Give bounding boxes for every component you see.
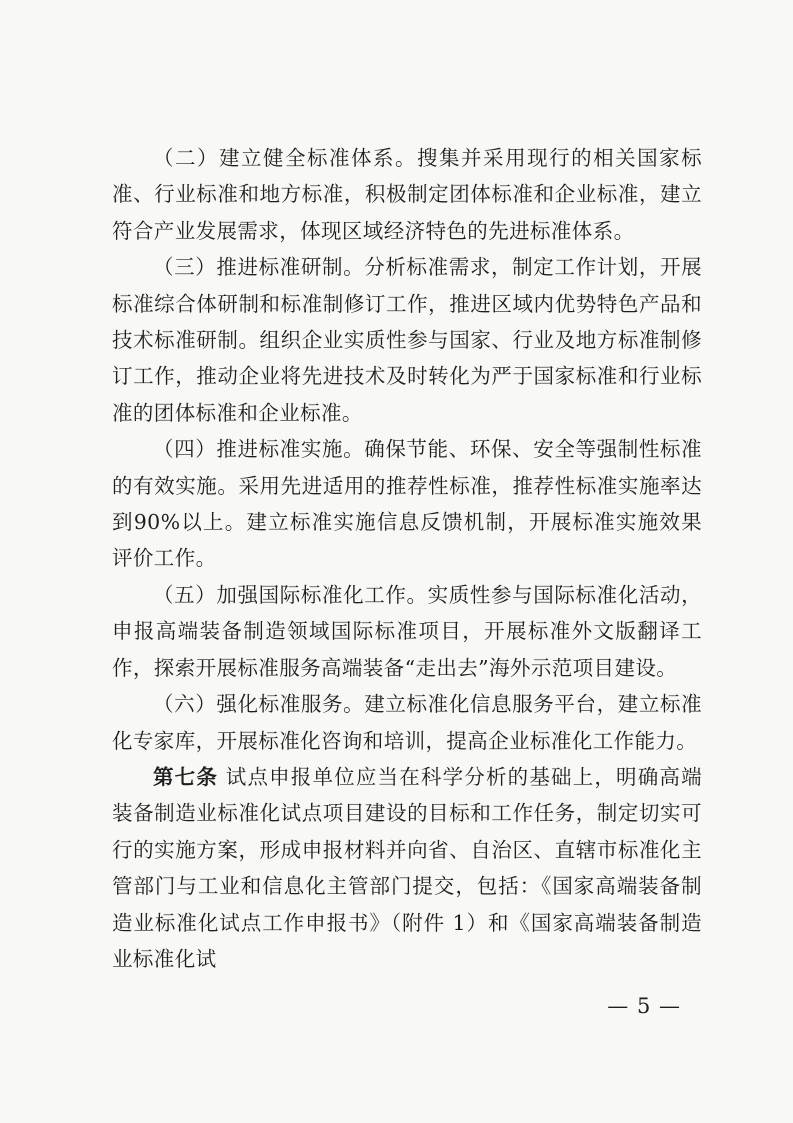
paragraph-international-standardization: （五）加强国际标准化工作。实质性参与国际标准化活动，申报高端装备制造领域国际标准项目，开展标准外文版翻译工作，探索开展标准服务高端装备“走出去”海外示范项目建设。: [112, 582, 702, 680]
article-seven-body: 试点申报单位应当在科学分析的基础上，明确高端装备制造业标准化试点项目建设的目标和工作任务，制定切实可行的实施方案，形成申报材料并向省、自治区、直辖市标准化主管部门与工业和信息化主管部门提交，包括：《国家高端装备制造业标准化试点工作申报书》（附件 1）和《国家高端装备制造业标准化试: [112, 764, 703, 971]
paragraph-standard-implementation: （四）推进标准实施。确保节能、环保、安全等强制性标准的有效实施。采用先进适用的推荐性标准，推荐性标准实施率达到90%以上。建立标准实施信息反馈机制，开展标准实施效果评价工作。: [112, 437, 702, 571]
document-body: [112, 140, 702, 977]
paragraph-standard-system: （二）建立健全标准体系。搜集并采用现行的相关国家标准、行业标准和地方标准，积极制定团体标准和企业标准，建立符合产业发展需求，体现区域经济特色的先进标准体系。: [112, 146, 702, 243]
page-number: — 5 —: [607, 994, 681, 1018]
paragraph-standard-development: （三）推进标准研制。分析标准需求，制定工作计划，开展标准综合体研制和标准制修订工作，推进区域内优势特色产品和技术标准研制。组织企业实质性参与国家、行业及地方标准制修订工作，推动企业将先进技术及时转化为严于国家标准和行业标准的团体标准和企业标准。: [112, 255, 702, 425]
paragraph-standard-services: （六）强化标准服务。建立标准化信息服务平台，建立标准化专家库，开展标准化咨询和培训，提高企业标准化工作能力。: [112, 692, 702, 753]
article-seven-heading: 第七条: [153, 764, 219, 789]
paragraph-article-seven: [112, 759, 702, 977]
